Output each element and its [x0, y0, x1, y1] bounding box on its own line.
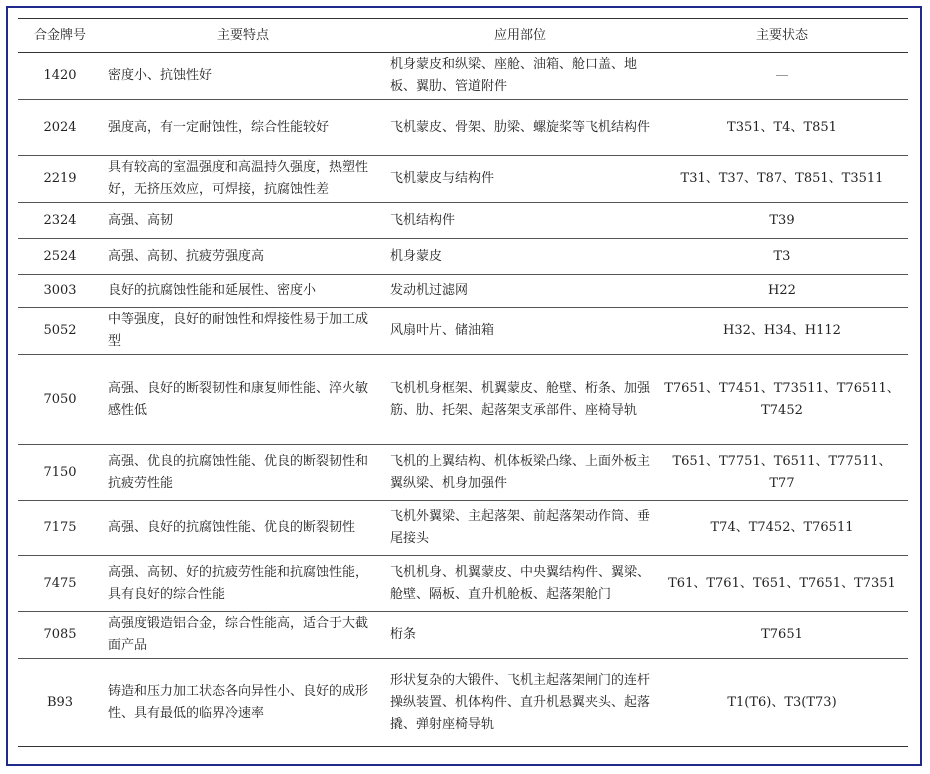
header-application: 应用部位: [384, 19, 656, 53]
cell-application: 飞机外翼梁、主起落架、前起落架动作筒、垂尾接头: [384, 501, 656, 556]
cell-state: T1(T6)、T3(T73): [656, 659, 908, 747]
cell-application: 机身蒙皮和纵梁、座舱、油箱、舱口盖、地板、翼肋、管道附件: [384, 53, 656, 100]
cell-feature: 良好的抗腐蚀性能和延展性、密度小: [102, 275, 384, 308]
cell-code: 2219: [18, 156, 102, 203]
table-row: [18, 445, 908, 501]
cell-feature: 高强、良好的抗腐蚀性能、优良的断裂韧性: [102, 501, 384, 556]
table-row: [18, 501, 908, 556]
cell-state: T351、T4、T851: [656, 100, 908, 156]
cell-application: 发动机过滤网: [384, 275, 656, 308]
cell-code: 2524: [18, 239, 102, 275]
table-row: [18, 156, 908, 203]
cell-state: —: [656, 53, 908, 100]
cell-feature: 具有较高的室温强度和高温持久强度，热塑性好，无挤压效应，可焊接，抗腐蚀性差: [102, 156, 384, 203]
table-frame: [6, 6, 922, 766]
cell-feature: 中等强度，良好的耐蚀性和焊接性易于加工成型: [102, 308, 384, 355]
table-row: [18, 100, 908, 156]
table-row: [18, 53, 908, 100]
header-state: 主要状态: [656, 19, 908, 53]
cell-state: H32、H34、H112: [656, 308, 908, 355]
table-row: [18, 612, 908, 659]
cell-application: 飞机机身框架、机翼蒙皮、舱壁、桁条、加强筋、肋、托架、起落架支承部件、座椅导轨: [384, 355, 656, 445]
cell-state: T31、T37、T87、T851、T3511: [656, 156, 908, 203]
cell-code: 2024: [18, 100, 102, 156]
cell-code: 7150: [18, 445, 102, 501]
cell-code: 3003: [18, 275, 102, 308]
cell-state: T7651、T7451、T73511、T76511、T7452: [656, 355, 908, 445]
cell-state: H22: [656, 275, 908, 308]
cell-feature: 高强、良好的断裂韧性和康复师性能、淬火敏感性低: [102, 355, 384, 445]
cell-application: 风扇叶片、储油箱: [384, 308, 656, 355]
cell-application: 飞机蒙皮与结构件: [384, 156, 656, 203]
cell-application: 飞机结构件: [384, 203, 656, 239]
table-body: [18, 53, 908, 747]
table-row: [18, 239, 908, 275]
cell-state: T74、T7452、T76511: [656, 501, 908, 556]
table-row: [18, 308, 908, 355]
cell-application: 飞机机身、机翼蒙皮、中央翼结构件、翼梁、舱壁、隔板、直升机舱板、起落架舱门: [384, 556, 656, 612]
table-row: [18, 659, 908, 747]
cell-state: T39: [656, 203, 908, 239]
cell-code: 7050: [18, 355, 102, 445]
cell-code: 7175: [18, 501, 102, 556]
table-row: [18, 355, 908, 445]
cell-feature: 铸造和压力加工状态各向异性小、良好的成形性、具有最低的临界冷速率: [102, 659, 384, 747]
table-row: [18, 556, 908, 612]
cell-state: T3: [656, 239, 908, 275]
cell-code: 1420: [18, 53, 102, 100]
cell-state: T651、T7751、T6511、T77511、T77: [656, 445, 908, 501]
cell-code: B93: [18, 659, 102, 747]
cell-code: 7475: [18, 556, 102, 612]
header-row: [18, 19, 908, 53]
cell-code: 2324: [18, 203, 102, 239]
cell-code: 5052: [18, 308, 102, 355]
cell-feature: 高强、高韧、好的抗疲劳性能和抗腐蚀性能，具有良好的综合性能: [102, 556, 384, 612]
cell-application: 机身蒙皮: [384, 239, 656, 275]
cell-feature: 高强、优良的抗腐蚀性能、优良的断裂韧性和抗疲劳性能: [102, 445, 384, 501]
header-feature: 主要特点: [102, 19, 384, 53]
cell-feature: 密度小、抗蚀性好: [102, 53, 384, 100]
table-row: [18, 275, 908, 308]
cell-code: 7085: [18, 612, 102, 659]
cell-application: 飞机的上翼结构、机体板梁凸缘、上面外板主翼纵梁、机身加强件: [384, 445, 656, 501]
cell-feature: 强度高，有一定耐蚀性，综合性能较好: [102, 100, 384, 156]
cell-state: T61、T761、T651、T7651、T7351: [656, 556, 908, 612]
cell-application: 飞机蒙皮、骨架、肋梁、螺旋桨等飞机结构件: [384, 100, 656, 156]
header-code: 合金牌号: [18, 19, 102, 53]
table-row: [18, 203, 908, 239]
alloy-table: [18, 18, 908, 747]
cell-feature: 高强度锻造铝合金，综合性能高，适合于大截面产品: [102, 612, 384, 659]
cell-application: 桁条: [384, 612, 656, 659]
cell-feature: 高强、高韧、抗疲劳强度高: [102, 239, 384, 275]
cell-state: T7651: [656, 612, 908, 659]
cell-application: 形状复杂的大锻件、飞机主起落架闸门的连杆操纵装置、机体构件、直升机悬翼夹头、起落撬、弹射座椅导轨: [384, 659, 656, 747]
cell-feature: 高强、高韧: [102, 203, 384, 239]
